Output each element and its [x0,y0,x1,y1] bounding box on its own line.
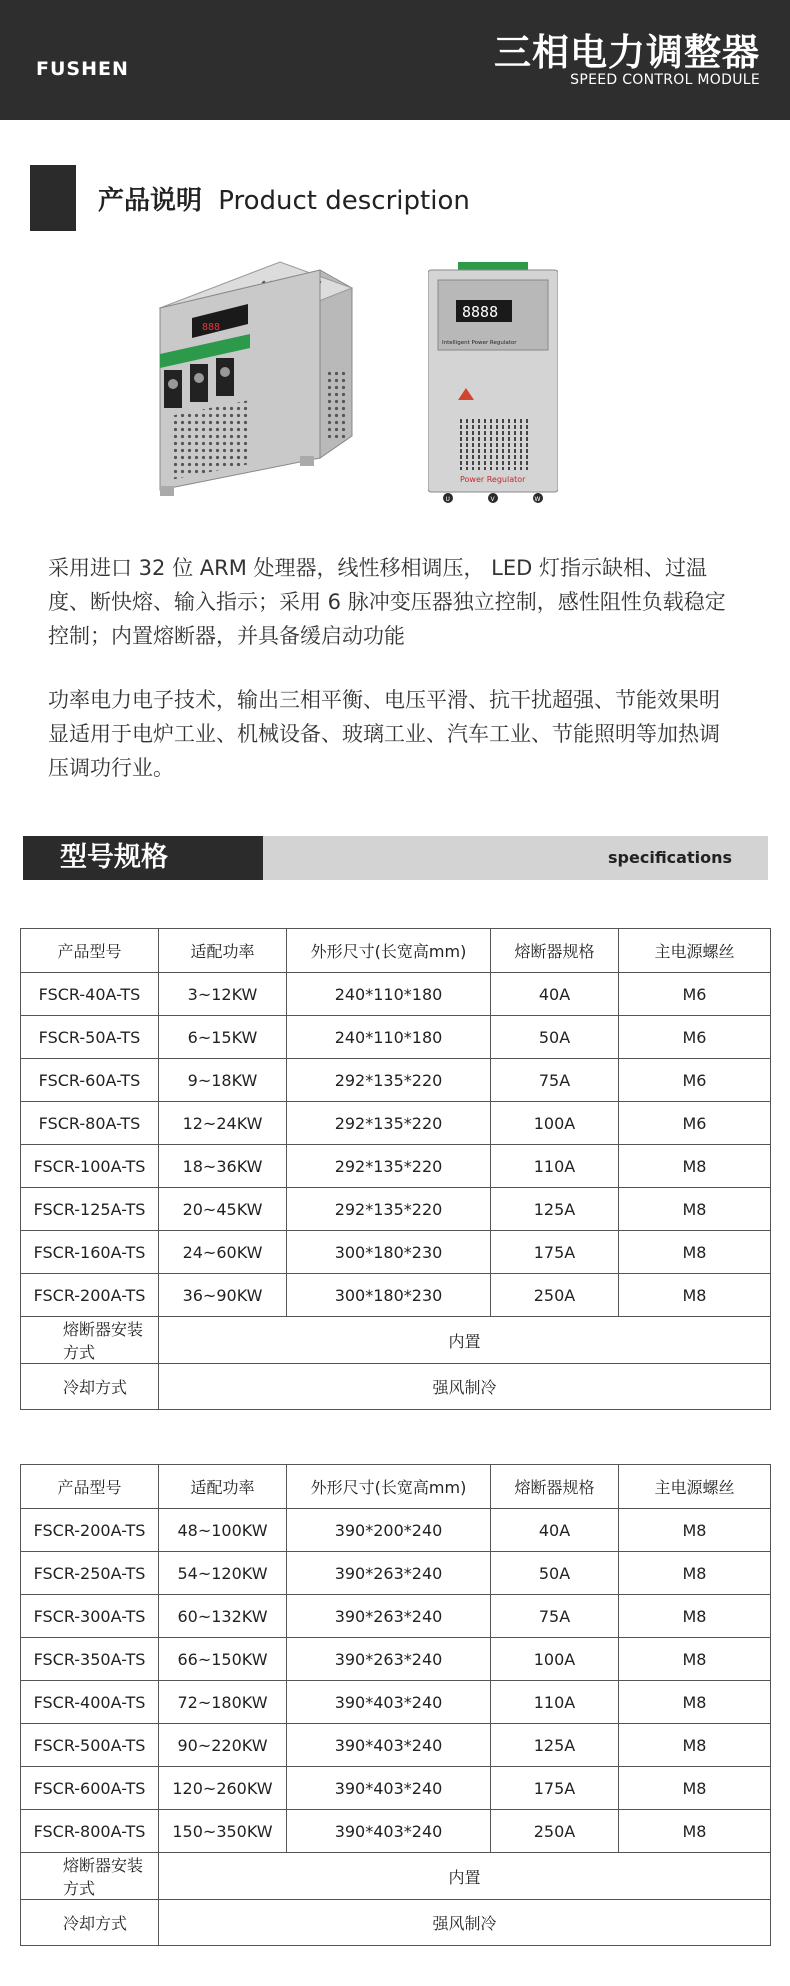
page-title: 三相电力调整器 [494,31,760,74]
table-cell: 250A [491,1274,619,1317]
table-cell: 50A [491,1016,619,1059]
cooling-row-value: 强风制冷 [159,1900,771,1946]
table-cell: FSCR-50A-TS [21,1016,159,1059]
table-cell: FSCR-125A-TS [21,1188,159,1231]
table-row [21,973,771,1016]
header-cell: 产品型号 [21,929,159,973]
description-heading-en: Product description [218,186,470,216]
table-cell: 390*403*240 [287,1810,491,1853]
description-heading-cn: 产品说明 [98,186,203,216]
table-row [21,1552,771,1595]
spec-table-2-body [21,1465,771,1946]
table-cell: 120~260KW [159,1767,287,1810]
table-cell: 100A [491,1102,619,1145]
table-cell: M8 [619,1188,771,1231]
table-cell: FSCR-300A-TS [21,1595,159,1638]
cooling-row [21,1900,771,1946]
table-row [21,1274,771,1317]
fuse-install-row [21,1853,771,1900]
table-cell: 48~100KW [159,1509,287,1552]
table-cell: 390*403*240 [287,1767,491,1810]
table-cell: M8 [619,1509,771,1552]
page-subtitle: SPEED CONTROL MODULE [570,72,760,88]
fuse-install-row-label: 熔断器安装方式 [21,1317,159,1364]
table-row [21,1724,771,1767]
header-cell: 主电源螺丝 [619,929,771,973]
regulator-label: Power Regulator [460,475,526,484]
table-cell: 54~120KW [159,1552,287,1595]
table-cell: 292*135*220 [287,1102,491,1145]
table-cell: M8 [619,1552,771,1595]
fuse-install-row-value: 内置 [159,1317,771,1364]
table-cell: 240*110*180 [287,973,491,1016]
table-cell: FSCR-400A-TS [21,1681,159,1724]
table-cell: 100A [491,1638,619,1681]
table-header-row [21,1465,771,1509]
table-cell: FSCR-350A-TS [21,1638,159,1681]
table-cell: M8 [619,1724,771,1767]
table-cell: 175A [491,1231,619,1274]
table-cell: 292*135*220 [287,1059,491,1102]
table-cell: M8 [619,1810,771,1853]
table-row [21,1767,771,1810]
brand-name: FUSHEN [36,58,129,80]
table-cell: M8 [619,1638,771,1681]
table-cell: 300*180*230 [287,1231,491,1274]
table-cell: 75A [491,1059,619,1102]
table-cell: 110A [491,1145,619,1188]
table-cell: 292*135*220 [287,1145,491,1188]
table-cell: 6~15KW [159,1016,287,1059]
table-cell: 20~45KW [159,1188,287,1231]
display-digits: 8888 [462,303,499,321]
table-cell: M8 [619,1595,771,1638]
table-cell: M8 [619,1274,771,1317]
description-paragraph-1: 采用进口 32 位 ARM 处理器，线性移相调压， LED 灯指示缺相、过温度、断快熔、输入指示；采用 6 脉冲变压器独立控制，感性阻性负载稳定控制；内置熔断器，并具备缓启动功能 [48,556,726,648]
table-cell: FSCR-200A-TS [21,1274,159,1317]
table-cell: 390*263*240 [287,1638,491,1681]
table-cell: 390*263*240 [287,1552,491,1595]
table-cell: FSCR-160A-TS [21,1231,159,1274]
table-cell: FSCR-80A-TS [21,1102,159,1145]
cooling-row-label: 冷却方式 [21,1364,159,1410]
table-cell: 60~132KW [159,1595,287,1638]
table-cell: M6 [619,1016,771,1059]
section-marker [30,165,76,231]
header-cell: 主电源螺丝 [619,1465,771,1509]
table-cell: M6 [619,973,771,1016]
header-cell: 外形尺寸(长宽高mm) [287,1465,491,1509]
table-cell: FSCR-250A-TS [21,1552,159,1595]
header-cell: 适配功率 [159,1465,287,1509]
table-cell: 75A [491,1595,619,1638]
svg-text:888: 888 [202,322,221,333]
header-cell: 产品型号 [21,1465,159,1509]
table-row [21,1102,771,1145]
table-cell: 110A [491,1681,619,1724]
header-banner [0,0,790,120]
table-cell: M8 [619,1231,771,1274]
table-row [21,1681,771,1724]
table-cell: 390*403*240 [287,1724,491,1767]
spec-table-1 [20,928,771,1410]
table-cell: 50A [491,1552,619,1595]
table-cell: 250A [491,1810,619,1853]
table-cell: 36~90KW [159,1274,287,1317]
table-cell: 175A [491,1767,619,1810]
table-row [21,1231,771,1274]
table-cell: 9~18KW [159,1059,287,1102]
table-row [21,1595,771,1638]
table-cell: 12~24KW [159,1102,287,1145]
table-row [21,1059,771,1102]
table-cell: FSCR-600A-TS [21,1767,159,1810]
fuse-install-row-label: 熔断器安装方式 [21,1853,159,1900]
product-image-front [428,262,558,508]
table-cell: FSCR-40A-TS [21,973,159,1016]
table-cell: M6 [619,1059,771,1102]
fuse-install-row-value: 内置 [159,1853,771,1900]
table-cell: FSCR-100A-TS [21,1145,159,1188]
table-row [21,1016,771,1059]
terminal-v: V [490,496,495,503]
table-cell: 24~60KW [159,1231,287,1274]
table-cell: 66~150KW [159,1638,287,1681]
table-cell: 390*263*240 [287,1595,491,1638]
table-row [21,1145,771,1188]
table-cell: 40A [491,1509,619,1552]
table-cell: FSCR-60A-TS [21,1059,159,1102]
description-paragraph-2: 功率电力电子技术，输出三相平衡、电压平滑、抗干扰超强、节能效果明显适用于电炉工业、机械设备、玻璃工业、汽车工业、节能照明等加热调压调功行业。 [48,688,720,780]
table-cell: 125A [491,1188,619,1231]
table-header-row [21,929,771,973]
table-cell: 292*135*220 [287,1188,491,1231]
table-cell: 3~12KW [159,973,287,1016]
spec-table-2 [20,1464,771,1946]
cooling-row-value: 强风制冷 [159,1364,771,1410]
table-cell: FSCR-800A-TS [21,1810,159,1853]
spec-table-1-body [21,929,771,1410]
table-cell: M6 [619,1102,771,1145]
table-row [21,1638,771,1681]
cooling-row [21,1364,771,1410]
table-cell: 300*180*230 [287,1274,491,1317]
table-cell: FSCR-200A-TS [21,1509,159,1552]
header-cell: 熔断器规格 [491,929,619,973]
table-cell: 240*110*180 [287,1016,491,1059]
terminal-u: U [445,496,450,503]
fuse-install-row [21,1317,771,1364]
spec-heading-cn: 型号规格 [23,836,263,880]
table-cell: 40A [491,973,619,1016]
table-cell: 390*200*240 [287,1509,491,1552]
table-cell: M8 [619,1681,771,1724]
product-image-isometric [130,258,370,508]
table-cell: 125A [491,1724,619,1767]
table-cell: 72~180KW [159,1681,287,1724]
spec-heading-en: specifications [608,848,732,867]
table-cell: 150~350KW [159,1810,287,1853]
table-cell: M8 [619,1145,771,1188]
regulator-small-label: Intelligent Power Regulator [442,340,517,346]
description-heading [98,180,470,217]
table-cell: FSCR-500A-TS [21,1724,159,1767]
cooling-row-label: 冷却方式 [21,1900,159,1946]
table-cell: 18~36KW [159,1145,287,1188]
table-row [21,1810,771,1853]
header-cell: 熔断器规格 [491,1465,619,1509]
terminal-w: W [534,496,541,503]
table-cell: 390*403*240 [287,1681,491,1724]
table-row [21,1188,771,1231]
table-cell: 90~220KW [159,1724,287,1767]
header-cell: 外形尺寸(长宽高mm) [287,929,491,973]
table-row [21,1509,771,1552]
table-cell: M8 [619,1767,771,1810]
header-cell: 适配功率 [159,929,287,973]
